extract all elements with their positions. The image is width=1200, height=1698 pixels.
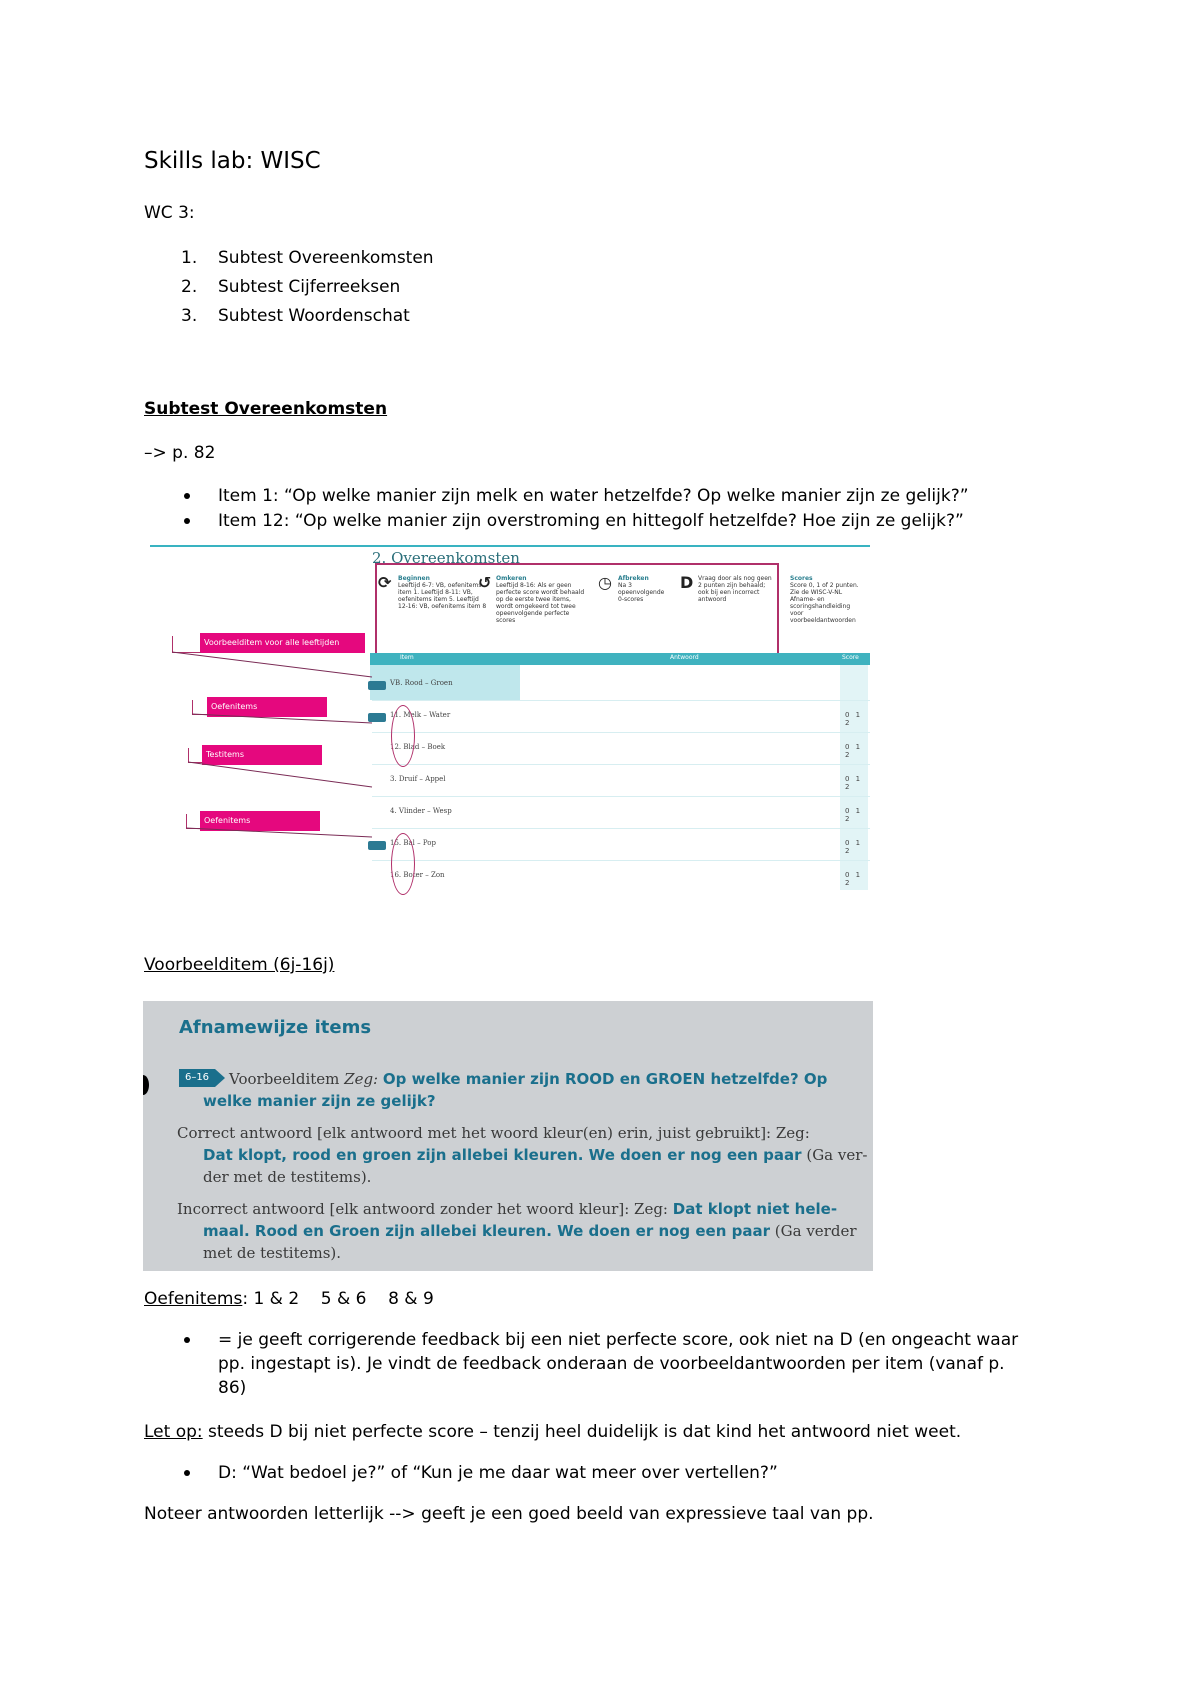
d-bullet-text: D: “Wat bedoel je?” of “Kun je me daar wat meer over vertellen?”	[218, 1463, 778, 1483]
column-header: Item	[400, 654, 414, 661]
bullet-icon	[184, 1470, 190, 1476]
photo-line: Incorrect antwoord [elk antwoord zonder het woord kleur]: Zeg: Dat klopt niet hele-	[177, 1200, 838, 1218]
stop-icon: ◷	[598, 573, 612, 592]
row-score: 0 1 2	[845, 871, 863, 887]
table-row: 15. Bal – Pop	[390, 839, 436, 847]
page-title: Skills lab: WISC	[144, 148, 321, 174]
wc-label: WC 3:	[144, 203, 195, 223]
list-item: Item 1: “Op welke manier zijn melk en water hetzelfde? Op welke manier zijn ze gelijk?”	[218, 486, 969, 506]
photo-line: maal. Rood en Groen zijn allebei kleuren. We doen er nog een paar (Ga verder	[203, 1222, 857, 1240]
bullet-icon	[184, 1337, 190, 1343]
letop-label: Let op:	[144, 1422, 203, 1442]
bullet-icon	[184, 493, 190, 499]
photo-line: Correct antwoord [elk antwoord met het woord kleur(en) erin, juist gebruikt]: Zeg:	[177, 1124, 810, 1142]
noteer-line: Noteer antwoorden letterlijk --> geeft je een goed beeld van expressieve taal van pp.	[144, 1504, 874, 1524]
photo-heading: Afnamewijze items	[179, 1017, 372, 1038]
start-icon: ⟳	[378, 573, 392, 592]
table-row: VB. Rood – Groen	[390, 679, 453, 687]
row-score: 0 1 2	[845, 711, 863, 727]
info-start: Beginnen Leeftijd 6-7: VB, oefenitems item 1. Leeftijd 8-11: VB, oefenitems item 5. Leeftijd 12-16: VB, oefenitems item 8	[398, 575, 487, 610]
toc-num: 2.	[181, 277, 198, 297]
annotation-label: Oefenitems	[207, 697, 327, 717]
voorbeelditem-heading: Voorbeelditem (6j-16j)	[144, 955, 335, 975]
toc-num: 3.	[181, 306, 198, 326]
table-row: 11. Melk – Water	[390, 711, 451, 719]
reverse-icon: ↺	[478, 573, 492, 592]
figure-heading: 2. Overeenkomsten	[372, 549, 520, 567]
column-header: Score	[842, 654, 859, 661]
table-row: 16. Boter – Zon	[390, 871, 445, 879]
bullet-icon	[184, 518, 190, 524]
photo-line: der met de testitems).	[203, 1168, 372, 1186]
photo-line: Voorbeelditem Zeg: Op welke manier zijn ROOD en GROEN hetzelfde? Op	[229, 1070, 828, 1088]
info-stop: Afbreken Na 3 opeenvolgende 0-scores	[618, 575, 665, 603]
row-score: 0 1 2	[845, 775, 863, 791]
photo-line: welke manier zijn ze gelijk?	[203, 1092, 436, 1110]
row-score: 0 1 2	[845, 807, 863, 823]
oefenitems-value: : 1 & 2 5 & 6 8 & 9	[242, 1289, 434, 1309]
binder-hole	[143, 1075, 149, 1095]
oefenitems-line	[144, 1288, 434, 1310]
annotation-label: Voorbeelditem voor alle leeftijden	[200, 633, 365, 653]
row-score: 0 1 2	[845, 743, 863, 759]
table-row: 4. Vlinder – Wesp	[390, 807, 452, 815]
feedback-line: pp. ingestapt is). Je vindt de feedback onderaan de voorbeeldantwoorden per item (vanaf p.	[218, 1354, 1005, 1374]
photo-line: Dat klopt, rood en groen zijn allebei kleuren. We doen er nog een paar (Ga ver-	[203, 1146, 868, 1164]
section-heading: Subtest Overeenkomsten	[144, 399, 388, 419]
letop-text: steeds D bij niet perfecte score – tenzij heel duidelijk is dat kind het antwoord niet weet.	[202, 1422, 962, 1442]
table-row: 3. Druif – Appel	[390, 775, 446, 783]
toc-item: Subtest Overeenkomsten	[218, 248, 434, 268]
annotation-label: Oefenitems	[200, 811, 320, 831]
annotation-label: Testitems	[202, 745, 322, 765]
info-reverse: Omkeren Leeftijd 8-16: Als er geen perfecte score wordt behaald op de eerste twee items, wordt omgekeerd tot twee opeenvolgende perfecte scores	[496, 575, 585, 624]
instructions-photo	[143, 1001, 873, 1271]
column-header: Antwoord	[670, 654, 699, 661]
toc-item: Subtest Woordenschat	[218, 306, 410, 326]
toc-item: Subtest Cijferreeksen	[218, 277, 401, 297]
feedback-line: = je geeft corrigerende feedback bij een niet perfecte score, ook niet na D (en ongeacht waar	[218, 1330, 1019, 1350]
list-item: Item 12: “Op welke manier zijn overstroming en hittegolf hetzelfde? Hoe zijn ze gelijk?”	[218, 511, 964, 531]
info-prompt: Vraag door als nog geen 2 punten zijn behaald; ook bij een incorrect antwoord	[698, 575, 772, 603]
annotation-lines	[150, 545, 870, 895]
d-icon: D	[680, 573, 694, 592]
test-form-figure	[150, 545, 870, 895]
row-score: 0 1 2	[845, 839, 863, 855]
feedback-line: 86)	[218, 1378, 247, 1398]
table-row: 12. Blad – Boek	[390, 743, 446, 751]
letop-line	[144, 1421, 961, 1443]
info-scores: Scores Score 0, 1 of 2 punten. Zie de WISC-V-NL Afname- en scoringshandleiding voor voorbeeldantwoorden	[790, 575, 859, 624]
oefenitems-label: Oefenitems	[144, 1289, 243, 1309]
page-reference: –> p. 82	[144, 443, 216, 463]
age-arrow-badge: 6–16	[179, 1069, 215, 1087]
toc-num: 1.	[181, 248, 198, 268]
photo-line: met de testitems).	[203, 1244, 342, 1262]
